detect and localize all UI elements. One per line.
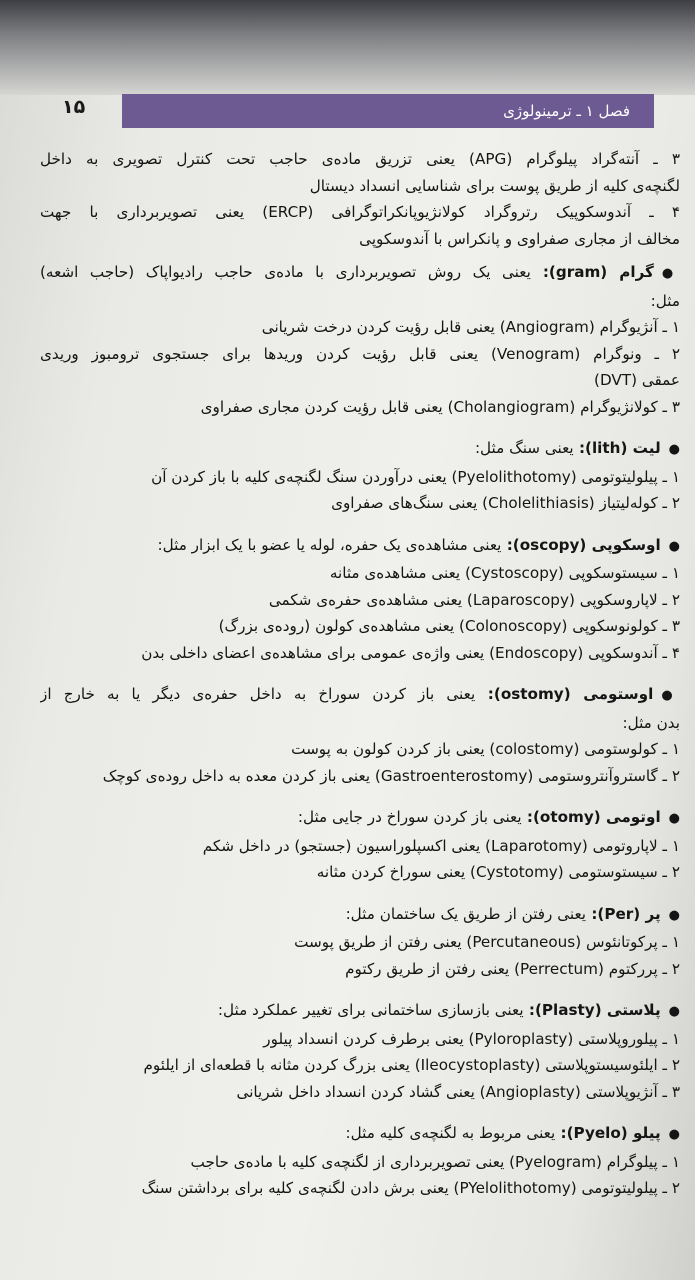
text-line: لگنچه‌ی کلیه از طریق پوست برای شناسایی انسداد دیستال [309, 176, 680, 195]
bullet-icon: ● [668, 811, 680, 826]
section-heading-otomy [40, 804, 680, 833]
text-line: ۲ ـ سیستوستومی (Cystotomy) یعنی سوراخ کردن مثانه [316, 863, 680, 881]
term-label: لیت (lith): [578, 439, 661, 457]
bullet-icon: ● [661, 266, 680, 281]
section-heading-plasty [40, 997, 680, 1026]
section-heading-lith [40, 435, 680, 464]
text-line: مثل: [650, 291, 680, 310]
bullet-icon: ● [668, 907, 680, 923]
text-line: مخالف از مجاری صفراوی و پانکراس با آندوسکوپی [359, 229, 680, 248]
text-line: ۱ ـ لاپاروتومی (Laparotomy) یعنی اکسپلوراسیون (جستجو) در داخل شکم [202, 836, 680, 855]
term-label: گرام (gram): [542, 263, 654, 281]
text-line: ۲ ـ پیلولیتوتومی (PYelolithotomy) یعنی برش دادن لگنچه‌ی کلیه برای برداشتن سنگ [141, 1179, 680, 1197]
text-line: عمقی (DVT) [594, 371, 680, 389]
page-number: ۱۵ [62, 96, 86, 118]
section-heading-ostomy [40, 681, 680, 710]
section-heading-pyelo [40, 1120, 680, 1149]
text-line: ۲ ـ پررکتوم (Perrectum) یعنی رفتن از طریق رکتوم [345, 959, 680, 978]
page-top-shadow [0, 0, 695, 95]
text-line: ۳ ـ کولانژیوگرام (Cholangiogram) یعنی قابل رؤیت کردن مجاری صفراوی [200, 397, 680, 416]
term-definition: یعنی باز کردن سوراخ در جایی مثل: [297, 808, 522, 826]
section-heading-per [40, 901, 680, 930]
text-line: ۲ ـ لاپاروسکوپی (Laparoscopy) یعنی مشاهده‌ی حفره‌ی شکمی [268, 590, 680, 609]
chapter-header-bar [122, 94, 654, 128]
text-line: ۱ ـ پرکوتانئوس (Percutaneous) یعنی رفتن از طریق پوست [294, 933, 680, 951]
text-line: بدن مثل: [622, 713, 680, 732]
text-line: ۴ ـ آندوسکوپی (Endoscopy) یعنی واژه‌ی عمومی برای مشاهده‌ی اعضای داخلی بدن [141, 643, 680, 662]
text-line: ۱ ـ کولوستومی (colostomy) یعنی باز کردن کولون به پوست [291, 740, 680, 758]
term-definition: یعنی رفتن از طریق یک ساختمان مثل: [345, 904, 587, 923]
text-line: ۲ ـ گاستروآنتروستومی (Gastroenterostomy) یعنی باز کردن معده به داخل روده‌ی کوچک [102, 766, 680, 785]
term-definition: یعنی باز کردن سوراخ به داخل حفره‌ی دیگر یا به خارج از [40, 685, 476, 703]
term-label: اوتومی (otomy): [526, 808, 661, 826]
bullet-icon: ● [661, 688, 680, 703]
term-definition: یعنی یک روش تصویربرداری با ماده‌ی حاجب رادیواپاک (حاجب اشعه) [40, 263, 531, 281]
term-definition: یعنی بازسازی ساختمانی برای تغییر عملکرد مثل: [217, 1001, 524, 1019]
text-line: ۲ ـ ایلئوسیستوپلاستی (Ileocystoplasty) یعنی بزرگ کردن مثانه با قطعه‌ای از ایلئوم [143, 1056, 680, 1074]
bullet-icon: ● [668, 442, 680, 457]
text-line: ۱ ـ پیلوروپلاستی (Pyloroplasty) یعنی برطرف کردن انسداد پیلور [263, 1029, 680, 1048]
text-line: ۱ ـ پیلولیتوتومی (Pyelolithotomy) یعنی درآوردن سنگ لگنچه‌ی کلیه با باز کردن آن [151, 467, 680, 486]
term-label: پلاستی (Plasty): [528, 1001, 661, 1019]
bullet-icon: ● [668, 1004, 680, 1019]
text-line: ۳ ـ آنژیوپلاستی (Angioplasty) یعنی گشاد کردن انسداد داخل شریانی [236, 1082, 680, 1101]
section-heading-oscopy [40, 532, 680, 561]
text-line: ۳ ـ آنته‌گراد پیلوگرام (APG) یعنی تزریق ماده‌ی حاجب تحت کنترل تصویری به داخل [40, 150, 680, 168]
bullet-icon: ● [668, 538, 680, 554]
text-line: ۲ ـ ونوگرام (Venogram) یعنی قابل رؤیت کردن وریدها برای جستجوی ترومبوز وریدی [40, 344, 680, 363]
term-definition: یعنی سنگ مثل: [474, 439, 574, 457]
chapter-title: فصل ۱ ـ ترمینولوژی [503, 102, 630, 120]
text-line: ۱ ـ آنژیوگرام (Angiogram) یعنی قابل رؤیت کردن درخت شریانی [261, 318, 680, 336]
term-definition: یعنی مشاهده‌ی یک حفره، لوله یا عضو با یک ابزار مثل: [157, 535, 502, 554]
section-heading-gram [40, 259, 680, 288]
page-body-text [40, 146, 680, 1202]
text-line: ۳ ـ کولونوسکوپی (Colonoscopy) یعنی مشاهده‌ی کولون (روده‌ی بزرگ) [218, 617, 680, 635]
text-line: ۲ ـ کوله‌لیتیاز (Cholelithiasis) یعنی سنگ‌های صفراوی [331, 494, 680, 512]
term-label: اوستومی (ostomy): [487, 685, 654, 703]
bullet-icon: ● [668, 1127, 680, 1142]
text-line: ۱ ـ پیلوگرام (Pyelogram) یعنی تصویربرداری از لگنچه‌ی کلیه با ماده‌ی حاجب [190, 1152, 680, 1171]
term-label: پیلو (Pyelo): [560, 1124, 661, 1142]
text-line: ۱ ـ سیستوسکوپی (Cystoscopy) یعنی مشاهده‌ی مثانه [329, 564, 680, 582]
term-definition: یعنی مربوط به لگنچه‌ی کلیه مثل: [345, 1124, 556, 1142]
term-label: پر (Per): [591, 904, 661, 923]
text-line: ۴ ـ آندوسکوپیک رتروگراد کولانژیوپانکراتوگرافی (ERCP) یعنی تصویربرداری با جهت [40, 203, 680, 221]
term-label: اوسکوپی (oscopy): [506, 535, 661, 554]
